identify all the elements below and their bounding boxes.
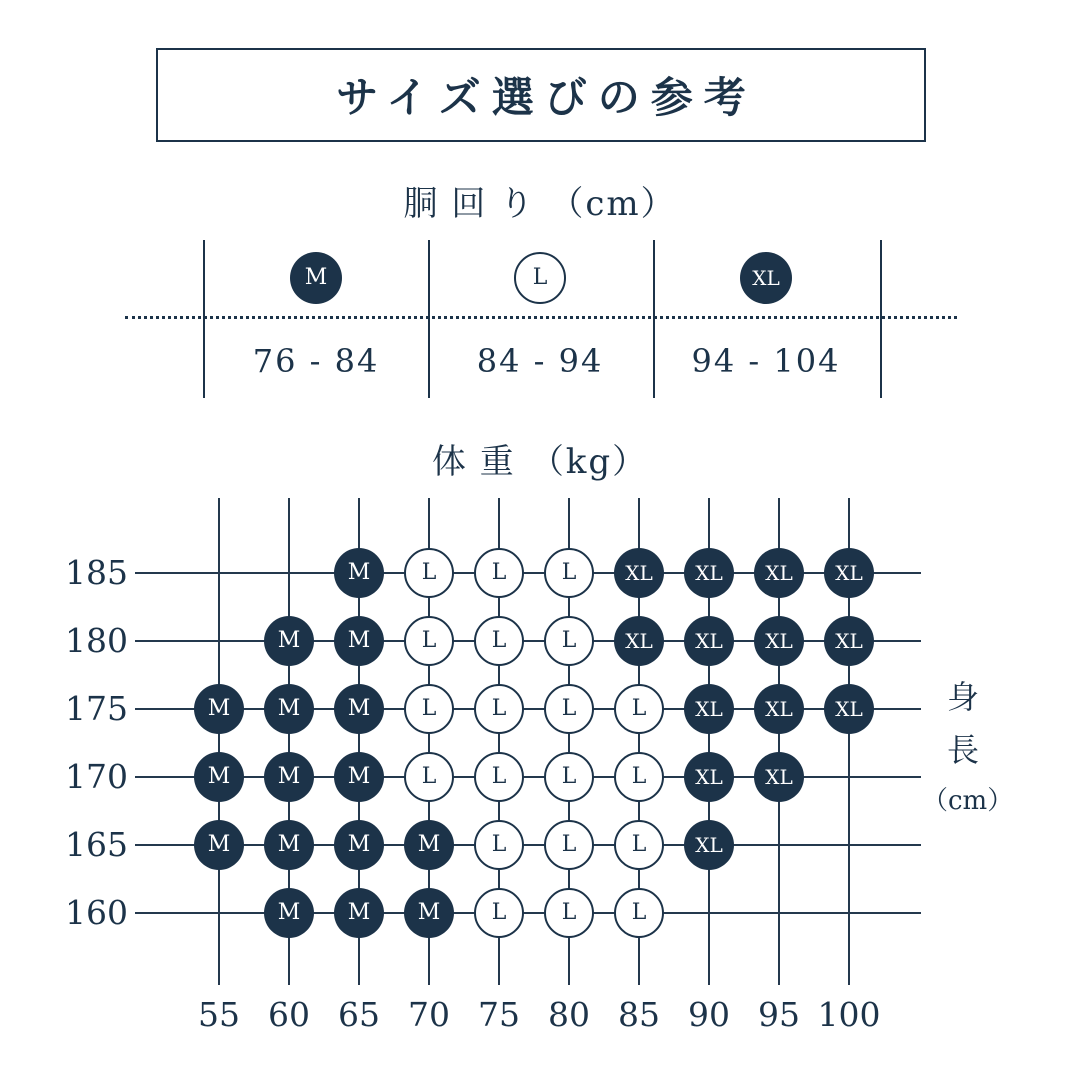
x-tick-label: 75 (478, 995, 520, 1034)
size-point: XL (754, 684, 804, 734)
x-tick-label: 65 (338, 995, 380, 1034)
size-point: L (404, 616, 454, 666)
waist-heading-text: 胴回り (403, 184, 548, 224)
size-point: XL (614, 548, 664, 598)
y-tick-label: 180 (65, 621, 128, 660)
page-title: サイズ選びの参考 (336, 73, 757, 122)
y-tick-label: 170 (65, 757, 128, 796)
size-point: L (544, 616, 594, 666)
y-tick-label: 165 (65, 825, 128, 864)
y-tick-label: 185 (65, 553, 128, 592)
waist-range: 94 - 104 (691, 342, 841, 380)
waist-size-badge: M (290, 252, 342, 304)
x-tick-label: 95 (758, 995, 800, 1034)
size-point: XL (614, 616, 664, 666)
x-tick-label: 90 (688, 995, 730, 1034)
size-point: M (334, 684, 384, 734)
size-point: L (474, 820, 524, 870)
x-tick-label: 100 (817, 995, 881, 1034)
size-point: XL (684, 752, 734, 802)
size-point: XL (754, 752, 804, 802)
size-point: L (614, 684, 664, 734)
size-point: M (264, 616, 314, 666)
size-point: M (264, 820, 314, 870)
size-point: XL (824, 684, 874, 734)
size-point: L (474, 684, 524, 734)
y-tick-label: 160 (65, 893, 128, 932)
weight-heading-unit: （kg） (529, 442, 649, 482)
size-point: M (334, 888, 384, 938)
size-point: L (544, 820, 594, 870)
height-axis-label-char: 長 (946, 731, 979, 769)
size-point: L (404, 684, 454, 734)
size-point: L (474, 616, 524, 666)
height-axis-label-char: 身 (946, 678, 979, 716)
weight-heading-text: 体重 (431, 442, 528, 482)
size-point: XL (684, 548, 734, 598)
size-point: L (544, 752, 594, 802)
size-point: M (194, 684, 244, 734)
size-point: M (334, 820, 384, 870)
x-tick-label: 55 (198, 995, 240, 1034)
size-point: L (404, 752, 454, 802)
size-point: M (334, 548, 384, 598)
waist-heading-unit: （cm） (549, 184, 677, 224)
size-point: L (474, 548, 524, 598)
size-point: M (264, 684, 314, 734)
size-point: L (544, 888, 594, 938)
size-point: XL (824, 616, 874, 666)
size-point: L (614, 820, 664, 870)
size-point: L (474, 752, 524, 802)
size-point: L (474, 888, 524, 938)
waist-range: 84 - 94 (476, 342, 604, 380)
size-point: L (614, 752, 664, 802)
size-point: M (334, 616, 384, 666)
size-point: XL (754, 616, 804, 666)
size-point: M (264, 888, 314, 938)
size-point: L (404, 548, 454, 598)
size-point: XL (684, 684, 734, 734)
size-point: M (264, 752, 314, 802)
y-tick-label: 175 (65, 689, 128, 728)
size-point: XL (684, 820, 734, 870)
x-tick-label: 70 (408, 995, 450, 1034)
size-point: L (544, 548, 594, 598)
size-point: M (194, 752, 244, 802)
grid-hline (135, 912, 921, 914)
size-point: XL (684, 616, 734, 666)
size-point: L (614, 888, 664, 938)
x-tick-label: 85 (618, 995, 660, 1034)
x-tick-label: 80 (548, 995, 590, 1034)
height-axis-label-unit: （cm） (922, 786, 1014, 816)
grid-hline (135, 844, 921, 846)
size-point: XL (754, 548, 804, 598)
size-point: M (404, 888, 454, 938)
size-point: M (334, 752, 384, 802)
size-point: L (544, 684, 594, 734)
x-tick-label: 60 (268, 995, 310, 1034)
waist-range: 76 - 84 (252, 342, 380, 380)
size-point: M (404, 820, 454, 870)
waist-size-badge: XL (740, 252, 792, 304)
size-point: XL (824, 548, 874, 598)
size-point: M (194, 820, 244, 870)
waist-size-badge: L (514, 252, 566, 304)
